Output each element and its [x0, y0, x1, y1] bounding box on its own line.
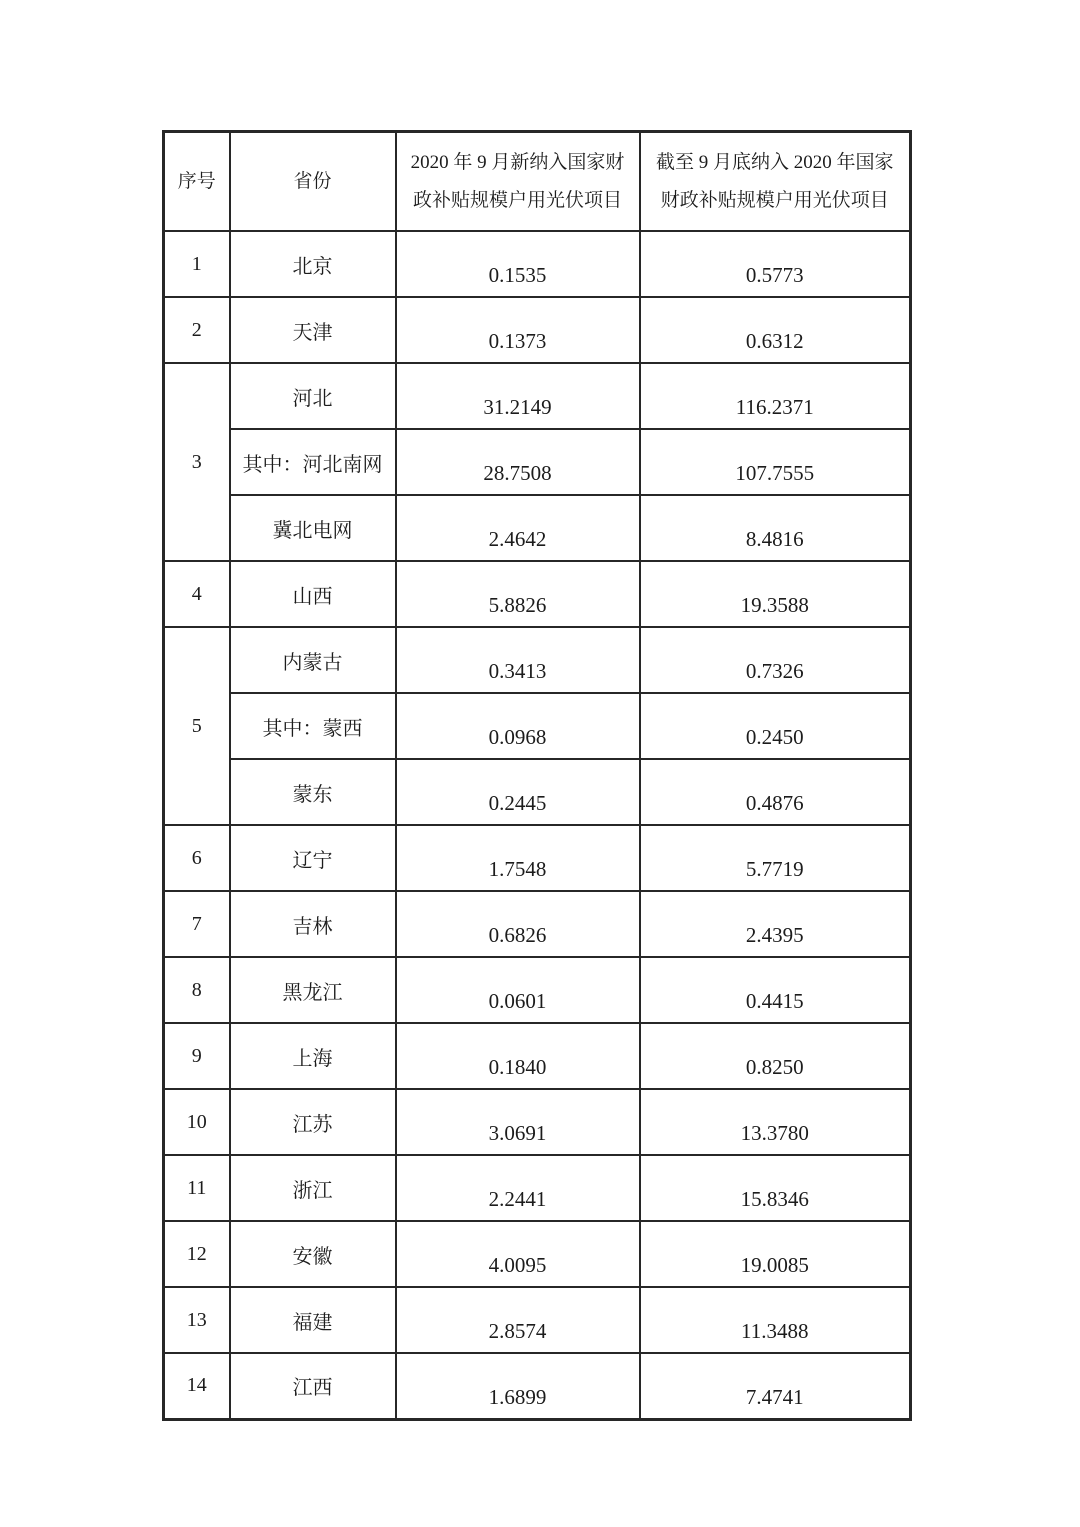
province-cell: 浙江: [230, 1155, 396, 1221]
row-number-cell: 6: [164, 825, 230, 891]
cumulative-value-cell: 5.7719: [640, 825, 911, 891]
cumulative-value-cell: 19.0085: [640, 1221, 911, 1287]
table-row: [164, 561, 911, 627]
table-row: [164, 495, 911, 561]
new-added-value-cell: 0.2445: [396, 759, 640, 825]
cumulative-value-cell: 116.2371: [640, 363, 911, 429]
cumulative-value-cell: 0.7326: [640, 627, 911, 693]
new-added-value-cell: 1.6899: [396, 1353, 640, 1419]
province-cell: 黑龙江: [230, 957, 396, 1023]
table-row: [164, 825, 911, 891]
province-cell: 冀北电网: [230, 495, 396, 561]
cumulative-value-cell: 2.4395: [640, 891, 911, 957]
cumulative-value-cell: 0.8250: [640, 1023, 911, 1089]
table-row: [164, 1287, 911, 1353]
new-added-value-cell: 0.1535: [396, 231, 640, 297]
cumulative-value-cell: 107.7555: [640, 429, 911, 495]
table-row: [164, 1089, 911, 1155]
table-row: [164, 429, 911, 495]
header-row: [164, 132, 911, 232]
row-number-cell: 9: [164, 1023, 230, 1089]
new-added-value-cell: 2.2441: [396, 1155, 640, 1221]
row-number-cell: 8: [164, 957, 230, 1023]
header-seq-no: 序号: [164, 132, 230, 232]
province-cell: 天津: [230, 297, 396, 363]
table-row: [164, 759, 911, 825]
province-cell: 北京: [230, 231, 396, 297]
header-province: 省份: [230, 132, 396, 232]
table-row: [164, 297, 911, 363]
table-row: [164, 363, 911, 429]
table-row: [164, 1155, 911, 1221]
province-cell: 内蒙古: [230, 627, 396, 693]
row-number-cell: 13: [164, 1287, 230, 1353]
table-row: [164, 1221, 911, 1287]
cumulative-value-cell: 0.6312: [640, 297, 911, 363]
table-row: [164, 627, 911, 693]
new-added-value-cell: 2.4642: [396, 495, 640, 561]
new-added-value-cell: 0.6826: [396, 891, 640, 957]
province-cell: 山西: [230, 561, 396, 627]
new-added-value-cell: 0.0968: [396, 693, 640, 759]
cumulative-value-cell: 7.4741: [640, 1353, 911, 1419]
table-row: [164, 693, 911, 759]
cumulative-value-cell: 0.5773: [640, 231, 911, 297]
province-cell: 蒙东: [230, 759, 396, 825]
row-number-cell: 7: [164, 891, 230, 957]
new-added-value-cell: 28.7508: [396, 429, 640, 495]
table-row: [164, 1023, 911, 1089]
new-added-value-cell: 2.8574: [396, 1287, 640, 1353]
province-cell: 福建: [230, 1287, 396, 1353]
new-added-value-cell: 0.3413: [396, 627, 640, 693]
new-added-value-cell: 0.1840: [396, 1023, 640, 1089]
province-cell: 安徽: [230, 1221, 396, 1287]
pv-subsidy-table: [162, 130, 912, 1421]
province-cell: 河北: [230, 363, 396, 429]
new-added-value-cell: 5.8826: [396, 561, 640, 627]
cumulative-value-cell: 8.4816: [640, 495, 911, 561]
header-new-added: 2020 年 9 月新纳入国家财政补贴规模户用光伏项目: [396, 132, 640, 232]
new-added-value-cell: 3.0691: [396, 1089, 640, 1155]
row-number-cell: 10: [164, 1089, 230, 1155]
new-added-value-cell: 31.2149: [396, 363, 640, 429]
row-number-cell: 12: [164, 1221, 230, 1287]
table-row: [164, 231, 911, 297]
row-number-cell: 4: [164, 561, 230, 627]
header-cumulative: 截至 9 月底纳入 2020 年国家财政补贴规模户用光伏项目: [640, 132, 911, 232]
cumulative-value-cell: 0.4876: [640, 759, 911, 825]
table-row: [164, 891, 911, 957]
province-cell: 其中：河北南网: [230, 429, 396, 495]
table-row: [164, 1353, 911, 1419]
cumulative-value-cell: 19.3588: [640, 561, 911, 627]
row-number-cell: 11: [164, 1155, 230, 1221]
table-row: [164, 957, 911, 1023]
row-number-cell: 1: [164, 231, 230, 297]
province-cell: 辽宁: [230, 825, 396, 891]
new-added-value-cell: 4.0095: [396, 1221, 640, 1287]
row-number-cell: 14: [164, 1353, 230, 1419]
cumulative-value-cell: 0.2450: [640, 693, 911, 759]
province-cell: 上海: [230, 1023, 396, 1089]
province-cell: 江苏: [230, 1089, 396, 1155]
row-number-cell: 3: [164, 363, 230, 561]
province-cell: 其中：蒙西: [230, 693, 396, 759]
new-added-value-cell: 0.1373: [396, 297, 640, 363]
cumulative-value-cell: 15.8346: [640, 1155, 911, 1221]
cumulative-value-cell: 11.3488: [640, 1287, 911, 1353]
province-cell: 吉林: [230, 891, 396, 957]
cumulative-value-cell: 0.4415: [640, 957, 911, 1023]
cumulative-value-cell: 13.3780: [640, 1089, 911, 1155]
province-cell: 江西: [230, 1353, 396, 1419]
row-number-cell: 2: [164, 297, 230, 363]
new-added-value-cell: 1.7548: [396, 825, 640, 891]
row-number-cell: 5: [164, 627, 230, 825]
new-added-value-cell: 0.0601: [396, 957, 640, 1023]
